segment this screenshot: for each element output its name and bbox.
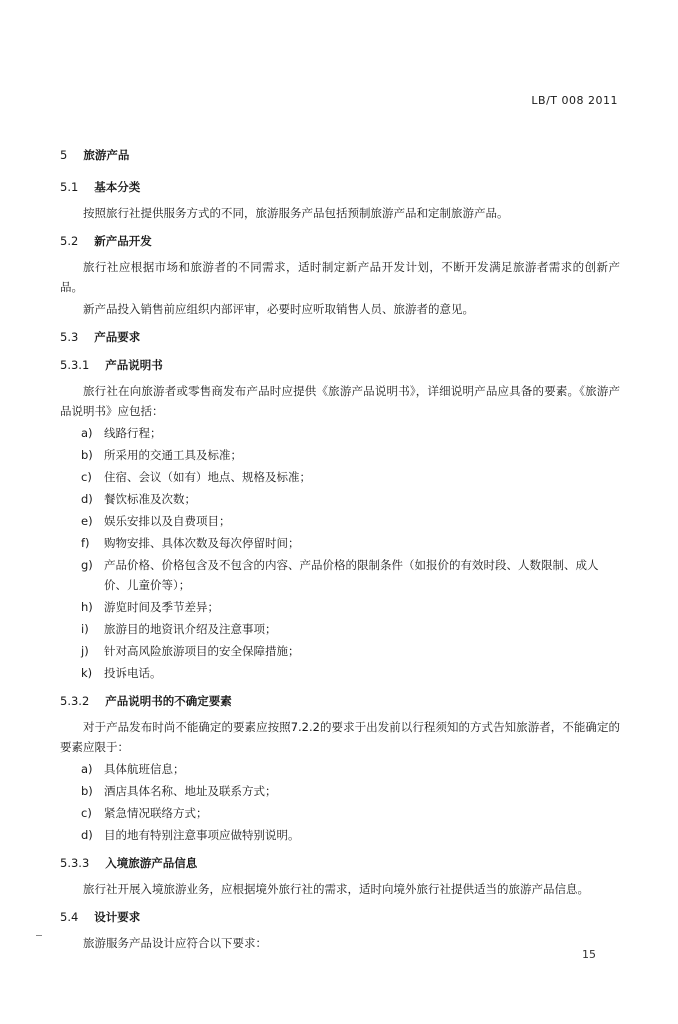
list-item [60,489,620,509]
list-item-text: 产品价格、价格包含及不包含的内容、产品价格的限制条件（如报价的有效时段、人数限制、成人价、儿童价等）； [104,558,599,592]
list-item [60,445,620,465]
section-number: 5.3 [60,330,79,344]
paragraph: 按照旅行社提供服务方式的不同，旅游服务产品包括预制旅游产品和定制旅游产品。 [83,206,509,220]
section-number: 5.3.1 [60,358,90,372]
list-item [60,423,620,443]
list-item-text: 餐饮标准及次数； [104,492,196,506]
section-title: 产品要求 [94,330,141,344]
section-title: 产品说明书 [105,358,163,372]
section-heading [60,145,620,165]
section-title: 设计要求 [94,910,141,924]
section-heading [60,231,620,251]
section-heading [60,853,620,873]
section-number: 5.2 [60,234,79,248]
list-item [60,641,620,661]
list-item [60,825,620,845]
list-item-text: 紧急情况联络方式； [104,806,208,820]
paragraph: 旅行社应根据市场和旅游者的不同需求，适时制定新产品开发计划，不断开发满足旅游者需求的创新产品。 [60,260,620,294]
list-item-marker: k) [81,666,93,680]
paragraph: 旅行社在向旅游者或零售商发布产品时应提供《旅游产品说明书》，详细说明产品应具备的要素。《旅游产品说明书》应包括： [60,384,620,418]
list-item-marker: g) [81,558,93,572]
list-item [60,759,620,779]
list-item-text: 投诉电话。 [104,666,162,680]
section-number: 5.4 [60,910,79,924]
list-item-marker: a) [81,426,93,440]
list-item-marker: a) [81,762,93,776]
paragraph: 旅游服务产品设计应符合以下要求： [83,936,267,950]
item-list [60,423,620,683]
list-item-text: 所采用的交通工具及标准； [104,448,242,462]
section-title: 产品说明书的不确定要素 [105,694,232,708]
list-item-marker: f) [81,536,90,550]
list-item-text: 针对高风险旅游项目的安全保障措施； [104,644,300,658]
list-item-text: 线路行程； [104,426,162,440]
list-item-marker: c) [81,806,92,820]
list-item-marker: i) [81,622,89,636]
list-item-marker: b) [81,448,93,462]
section-title: 入境旅游产品信息 [105,856,198,870]
list-item-text: 娱乐安排以及自费项目； [104,514,231,528]
list-item-marker: d) [81,828,93,842]
list-item [60,555,620,595]
list-item-text: 目的地有特别注意事项应做特别说明。 [104,828,300,842]
section-heading [60,327,620,347]
list-item [60,663,620,683]
list-item [60,781,620,801]
section-heading [60,355,620,375]
section-number: 5.3.2 [60,694,90,708]
list-item-text: 住宿、会议（如有）地点、规格及标准； [104,470,311,484]
list-item [60,597,620,617]
list-item [60,619,620,639]
list-item-marker: c) [81,470,92,484]
section-number: 5 [60,148,68,162]
section-number: 5.3.3 [60,856,90,870]
list-item-text: 游览时间及季节差异； [104,600,219,614]
section-heading [60,691,620,711]
list-item [60,533,620,553]
paragraph: 旅行社开展入境旅游业务，应根据境外旅行社的需求，适时向境外旅行社提供适当的旅游产品信息。 [83,882,589,896]
paragraph: 对于产品发布时尚不能确定的要素应按照7.2.2的要求于出发前以行程须知的方式告知旅游者，不能确定的要素应限于： [60,720,620,754]
section-title: 旅游产品 [83,148,130,162]
list-item-text: 酒店具体名称、地址及联系方式； [104,784,277,798]
page-number: 15 [582,948,596,961]
list-item [60,511,620,531]
paragraph: 新产品投入销售前应组织内部评审，必要时应听取销售人员、旅游者的意见。 [83,302,474,316]
section-title: 基本分类 [94,180,141,194]
list-item-text: 具体航班信息； [104,762,185,776]
list-item [60,467,620,487]
list-item-marker: e) [81,514,93,528]
list-item-marker: j) [81,644,89,658]
section-number: 5.1 [60,180,79,194]
list-item-text: 购物安排、具体次数及每次停留时间； [104,536,300,550]
list-item-marker: d) [81,492,93,506]
document-body [60,145,620,955]
list-item [60,803,620,823]
section-title: 新产品开发 [94,234,152,248]
item-list [60,759,620,845]
scan-mark [36,935,42,936]
list-item-marker: b) [81,784,93,798]
list-item-text: 旅游目的地资讯介绍及注意事项； [104,622,277,636]
list-item-marker: h) [81,600,93,614]
section-heading [60,177,620,197]
document-code: LB/T 008 2011 [531,94,618,107]
section-heading [60,907,620,927]
